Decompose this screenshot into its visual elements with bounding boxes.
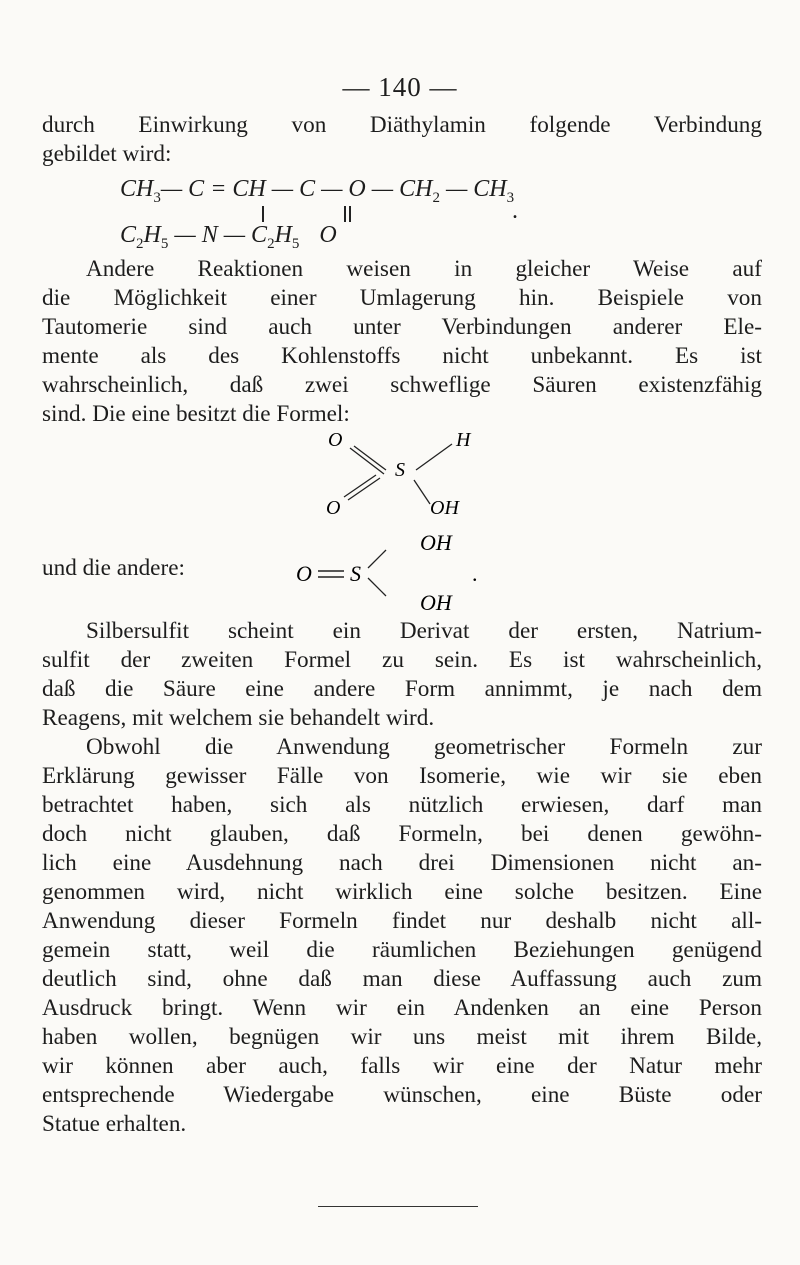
formula-3-label: und die andere: [42, 555, 185, 581]
formula-3 [296, 528, 496, 616]
footer-rule [318, 1206, 478, 1207]
bond-s-oh [414, 480, 430, 504]
para4-line-8: gemein statt, weil die räumlichen Beziehungen genügend [42, 937, 762, 963]
formula-2-oh: OH [430, 497, 459, 519]
single-bond [262, 206, 264, 222]
para4-line-6: genommen wird, nicht wirklich eine solche besitzen. Eine [42, 879, 762, 905]
para4-line-4: doch nicht glauben, daß Formeln, bei denen gewöhn- [42, 821, 762, 847]
para4-line-10: Ausdruck bringt. Wenn wir ein Andenken an eine Person [42, 995, 762, 1021]
para4-line-2: Erklärung gewisser Fälle von Isomerie, wie wir sie eben [42, 763, 762, 789]
page-number: — 140 — [342, 72, 458, 102]
para2-line-5: wahrscheinlich, daß zwei schweflige Säuren existenzfähig [42, 372, 762, 398]
para4-line-11: haben wollen, begnügen wir uns meist mit ihrem Bilde, [42, 1024, 762, 1050]
para3-line-3: daß die Säure eine andere Form annimmt, je nach dem [42, 676, 762, 702]
para2-line-4: mente als des Kohlenstoffs nicht unbekannt. Es ist [42, 343, 762, 369]
bond-s-oh-top [368, 550, 386, 568]
double-bond-left [344, 206, 346, 222]
formula-3-oh-bottom: OH [420, 590, 452, 615]
bond-s-oh-bottom [368, 578, 386, 596]
formula-3-o: O [296, 561, 312, 586]
bond-o-s-bottom-2 [344, 475, 376, 497]
formula-3-s: S [350, 561, 361, 586]
formula-2-o-top: O [328, 429, 343, 451]
formula-2-h: H [456, 429, 471, 451]
bond-o-s-bottom [348, 478, 380, 500]
para2-line-3: Tautomerie sind auch unter Verbindungen anderer Ele- [42, 314, 762, 340]
formula-1-period: . [512, 198, 518, 224]
para4-line-9: deutlich sind, ohne daß man diese Auffassung auch zum [42, 966, 762, 992]
para3-line-4: Reagens, mit welchem sie behandelt wird. [42, 705, 435, 731]
formula-1-bottom: $C_2H_5$ — N — $C_2H_5$ O [120, 222, 337, 252]
para4-line-7: Anwendung dieser Formeln findet nur deshalb nicht all- [42, 908, 762, 934]
bond-s-h [416, 444, 452, 470]
para4-line-13: entsprechende Wiedergabe wünschen, eine Büste oder [42, 1082, 762, 1108]
bond-o-s-top-2 [354, 446, 386, 470]
bond-o-s-top [350, 448, 384, 474]
para2-line-2: die Möglichkeit einer Umlagerung hin. Beispiele von [42, 285, 762, 311]
formula-2 [300, 426, 540, 526]
para4-line-14: Statue erhalten. [42, 1111, 187, 1137]
para4-line-12: wir können aber auch, falls wir eine der Natur mehr [42, 1053, 762, 1079]
formula-2-s: S [395, 459, 405, 481]
formula-1-top: $CH_3—$ C = CH — C — O — $CH_2$ — $CH_3$ [120, 176, 515, 206]
double-bond-right [349, 206, 351, 222]
intro-line-2: gebildet wird: [42, 141, 172, 167]
para2-line-1: Andere Reaktionen weisen in gleicher Weise auf [86, 256, 762, 282]
para4-line-1: Obwohl die Anwendung geometrischer Formeln zur [86, 734, 762, 760]
intro-line-1: durch Einwirkung von Diäthylamin folgende Verbindung [42, 112, 762, 138]
formula-2-o-bottom: O [326, 497, 341, 519]
formula-3-period: . [472, 561, 478, 586]
formula-3-oh-top: OH [420, 530, 452, 555]
para4-line-3: betrachtet haben, sich als nützlich erwiesen, darf man [42, 792, 762, 818]
para2-line-6: sind. Die eine besitzt die Formel: [42, 401, 350, 427]
para3-line-1: Silbersulfit scheint ein Derivat der ersten, Natrium- [86, 618, 762, 644]
para4-line-5: lich eine Ausdehnung nach drei Dimensionen nicht an- [42, 850, 762, 876]
para3-line-2: sulfit der zweiten Formel zu sein. Es ist wahrscheinlich, [42, 647, 762, 673]
